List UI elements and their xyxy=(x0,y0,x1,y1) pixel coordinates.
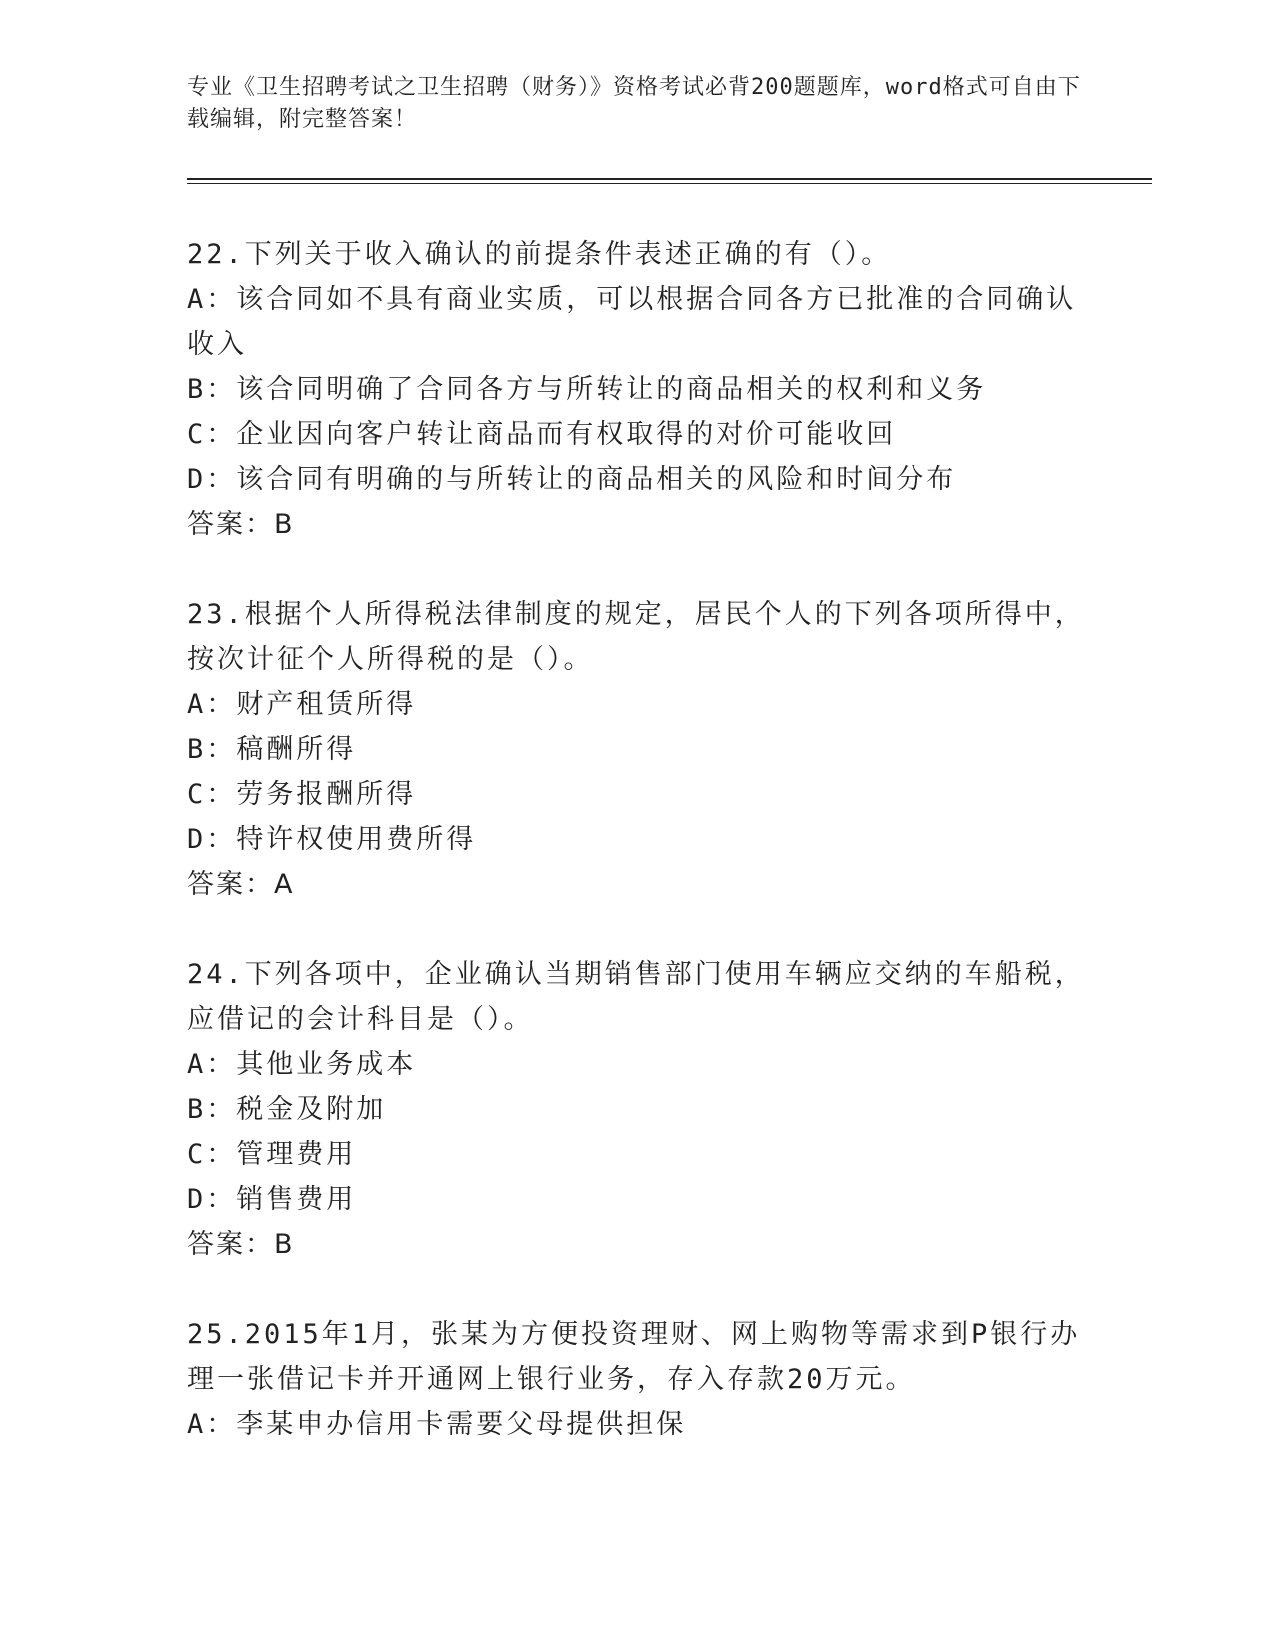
document-title: 专业《卫生招聘考试之卫生招聘（财务）》资格考试必背200题题库，word格式可自由下载编辑，附完整答案！ xyxy=(187,75,1081,132)
option-d: D：该合同有明确的与所转让的商品相关的风险和时间分布 xyxy=(187,464,957,495)
question-spacer xyxy=(187,907,1087,952)
option-c: C：劳务报酬所得 xyxy=(187,779,417,810)
question-spacer xyxy=(187,547,1087,592)
question-list xyxy=(187,232,1087,1447)
option-b: B：税金及附加 xyxy=(187,1094,387,1125)
option-c: C：管理费用 xyxy=(187,1139,357,1170)
option-a: A：其他业务成本 xyxy=(187,1049,417,1080)
header-divider-thin xyxy=(187,183,1152,184)
question-stem: 23.根据个人所得税法律制度的规定，居民个人的下列各项所得中，按次计征个人所得税的是（）。 xyxy=(187,599,1085,675)
option-a: A：李某申办信用卡需要父母提供担保 xyxy=(187,1409,687,1440)
answer: 答案：B xyxy=(187,509,295,540)
question-24 xyxy=(187,952,1087,1267)
option-a: A：该合同如不具有商业实质，可以根据合同各方已批准的合同确认收入 xyxy=(187,284,1077,360)
question-stem: 22.下列关于收入确认的前提条件表述正确的有（）。 xyxy=(187,239,892,270)
option-d: D：销售费用 xyxy=(187,1184,357,1215)
option-a: A：财产租赁所得 xyxy=(187,689,417,720)
option-c: C：企业因向客户转让商品而有权取得的对价可能收回 xyxy=(187,419,897,450)
answer: 答案：A xyxy=(187,869,295,900)
option-b: B：稿酬所得 xyxy=(187,734,357,765)
option-b: B：该合同明确了合同各方与所转让的商品相关的权利和义务 xyxy=(187,374,987,405)
answer: 答案：B xyxy=(187,1229,295,1260)
question-spacer xyxy=(187,1267,1087,1312)
question-25 xyxy=(187,1312,1087,1447)
question-22 xyxy=(187,232,1087,547)
option-d: D：特许权使用费所得 xyxy=(187,824,477,855)
question-stem: 25.2015年1月，张某为方便投资理财、网上购物等需求到P银行办理一张借记卡并开通网上银行业务，存入存款20万元。 xyxy=(187,1319,1081,1395)
question-stem: 24.下列各项中，企业确认当期销售部门使用车辆应交纳的车船税，应借记的会计科目是（）。 xyxy=(187,959,1085,1035)
question-23 xyxy=(187,592,1087,907)
header-divider-thick xyxy=(187,178,1152,180)
